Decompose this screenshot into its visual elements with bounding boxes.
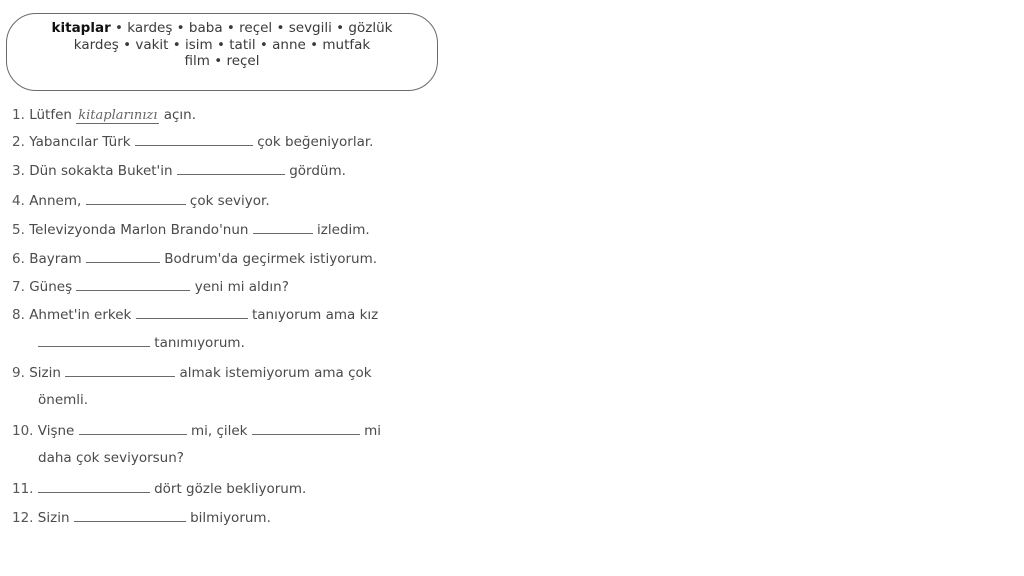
answer-blank[interactable]: [136, 306, 248, 319]
answer-blank[interactable]: [74, 509, 186, 522]
answer-blank[interactable]: [252, 422, 360, 435]
exercise-number: 8.: [12, 307, 25, 323]
exercise-text-before: Televizyonda Marlon Brando'nun: [29, 222, 249, 238]
exercise-number: 10.: [12, 423, 34, 439]
exercise-text-after: mi: [364, 423, 381, 439]
answer-blank[interactable]: [65, 364, 175, 377]
exercise-number: 7.: [12, 279, 25, 295]
exercise-text-before: Yabancılar Türk: [29, 134, 131, 150]
answer-blank[interactable]: [177, 162, 285, 175]
exercise-text-after: yeni mi aldın?: [194, 279, 289, 295]
exercise-text-after: açın.: [163, 107, 196, 123]
exercise-6: [12, 250, 377, 268]
exercise-text-after: bilmiyorum.: [190, 510, 271, 526]
exercise-number: 3.: [12, 163, 25, 179]
answer-blank[interactable]: [253, 221, 313, 234]
answer-blank[interactable]: [79, 422, 187, 435]
exercise-3: [12, 162, 346, 180]
exercise-5: [12, 221, 370, 239]
exercise-text-continuation: tanımıyorum.: [154, 335, 245, 351]
word-bank-example-word: kitaplar: [51, 20, 111, 36]
exercise-text-after: gördüm.: [289, 163, 346, 179]
exercise-text-before: Güneş: [29, 279, 73, 295]
exercise-7: [12, 278, 289, 296]
exercise-text-before: Sizin: [29, 365, 61, 381]
exercise-text-middle: mi, çilek: [190, 423, 248, 439]
word-bank-line-1-rest: • kardeş • baba • reçel • sevgili • gözlük: [110, 20, 393, 36]
exercise-number: 2.: [12, 134, 25, 150]
exercise-text-after: dört gözle bekliyorum.: [154, 481, 307, 497]
exercise-number: 5.: [12, 222, 25, 238]
exercise-text-before: Sizin: [37, 510, 70, 526]
exercise-9: [12, 364, 372, 382]
exercise-11: [12, 480, 306, 498]
answer-blank[interactable]: [38, 480, 150, 493]
answer-blank[interactable]: [38, 334, 150, 347]
exercise-text-before: Bayram: [29, 251, 82, 267]
exercise-text-continuation: daha çok seviyorsun?: [38, 450, 184, 466]
exercise-number: 1.: [12, 107, 25, 123]
exercise-1: [12, 107, 196, 124]
exercise-number: 12.: [12, 510, 34, 526]
exercise-text-after: Bodrum'da geçirmek istiyorum.: [164, 251, 378, 267]
exercise-text-before: Ahmet'in erkek: [29, 307, 132, 323]
exercise-12: [12, 509, 271, 527]
exercise-text-before: Lütfen: [29, 107, 72, 123]
exercise-4: [12, 192, 270, 210]
exercise-text-after: izledim.: [317, 222, 370, 238]
exercise-text-continuation: önemli.: [38, 392, 89, 408]
exercise-10: [12, 422, 381, 440]
exercise-text-before: Vişne: [37, 423, 75, 439]
word-bank-line-3: film • reçel: [184, 53, 260, 69]
answer-blank[interactable]: [135, 133, 253, 146]
answer-blank[interactable]: [76, 278, 190, 291]
word-bank-line-1: [7, 20, 437, 37]
exercise-8-continuation: [38, 334, 245, 352]
exercise-text-after: almak istemiyorum ama çok: [179, 365, 372, 381]
exercise-text-before: Annem,: [29, 193, 82, 209]
word-bank-box: [6, 13, 438, 91]
exercise-number: 11.: [12, 481, 34, 497]
answer-blank[interactable]: [86, 192, 186, 205]
exercise-text-after: tanıyorum ama kız: [251, 307, 379, 323]
word-bank-line-2: kardeş • vakit • isim • tatil • anne • mutfak: [73, 36, 371, 53]
exercise-9-continuation: [38, 392, 88, 409]
exercise-number: 6.: [12, 251, 25, 267]
exercise-number: 4.: [12, 193, 25, 209]
exercise-answer-example: kitaplarınızı: [78, 108, 158, 123]
exercise-text-after: çok beğeniyorlar.: [257, 134, 374, 150]
exercise-10-continuation: [38, 450, 184, 467]
answer-blank[interactable]: [86, 250, 160, 263]
exercise-text-after: çok seviyor.: [189, 193, 270, 209]
exercise-2: [12, 133, 373, 151]
exercise-8: [12, 306, 378, 324]
exercise-number: 9.: [12, 365, 25, 381]
exercise-text-before: Dün sokakta Buket'in: [29, 163, 173, 179]
